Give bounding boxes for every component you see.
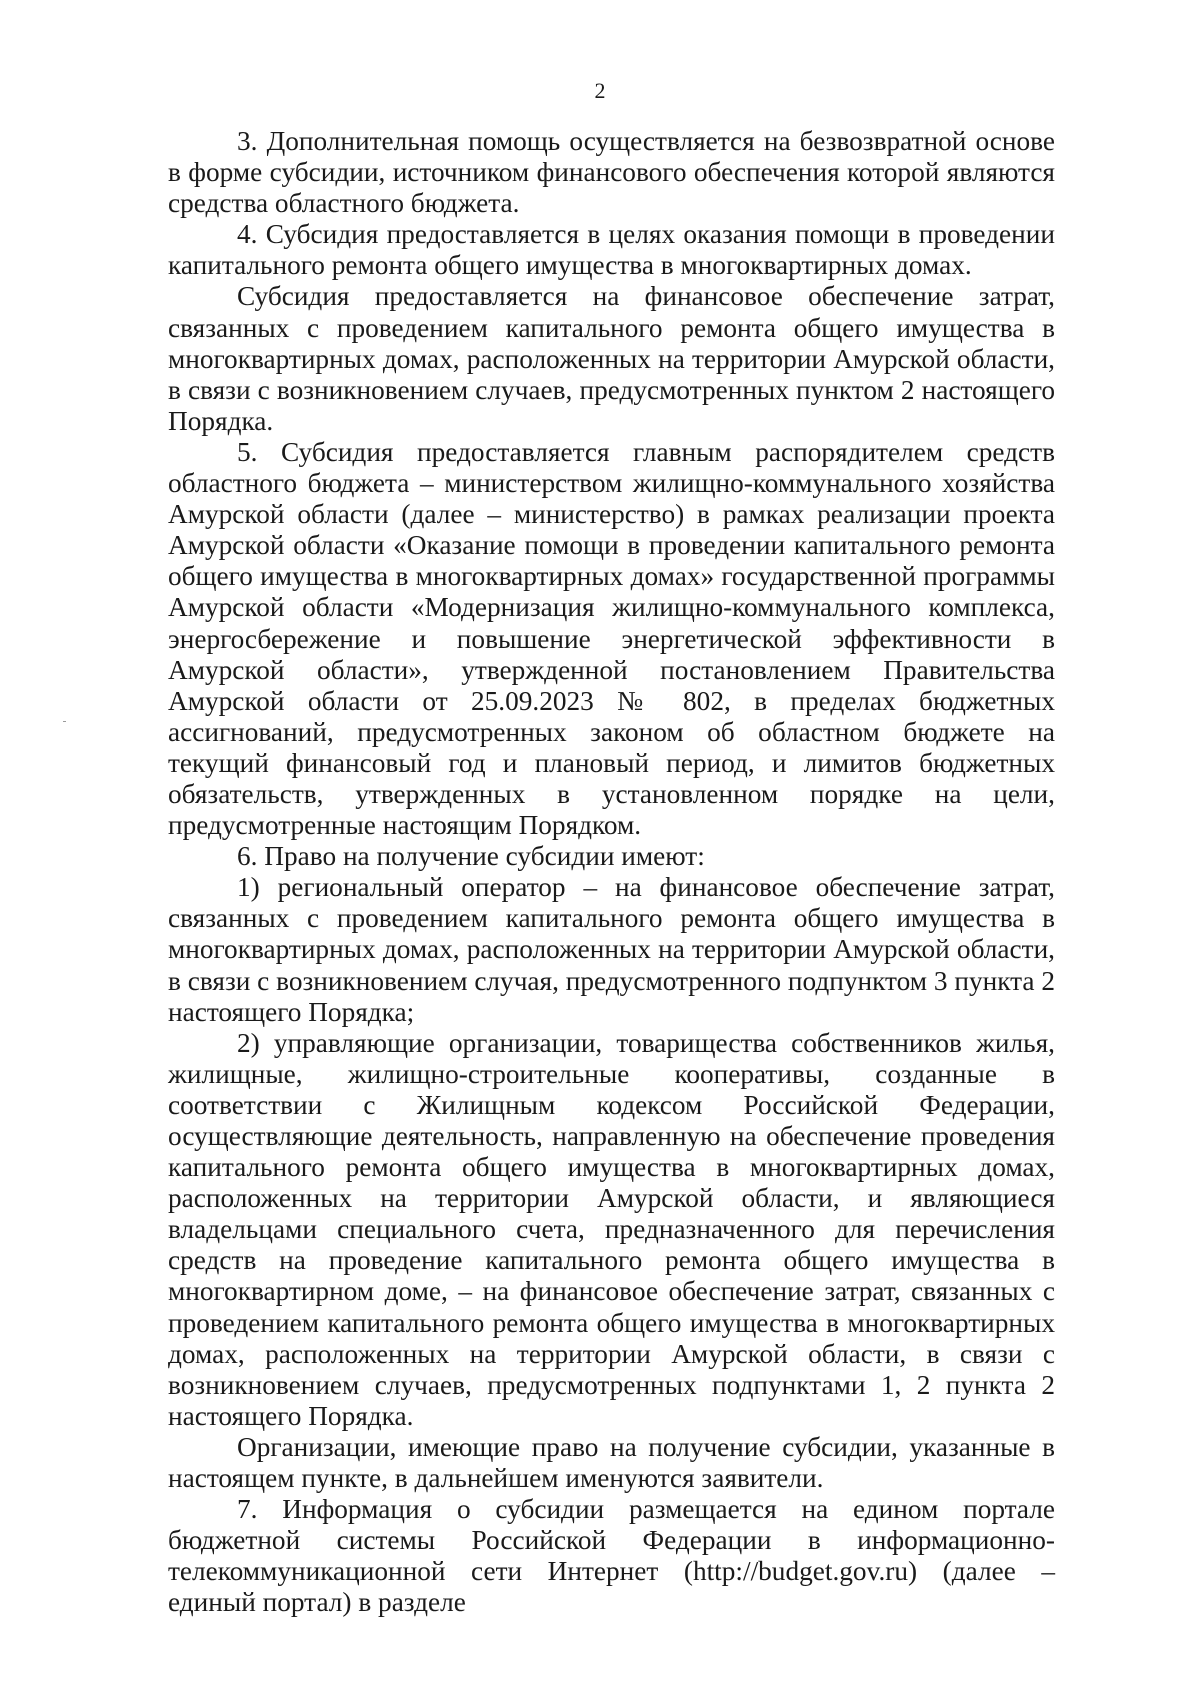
paragraph-4-subsidy-costs: Субсидия предоставляется на финансовое обеспечение затрат, связанных с проведением капитального ремонта общего имущества в многоквартирных домах, расположенных на территории Амурской области, в связи с возникновением случаев, предусмотренных пунктом 2 настоящего Порядка.	[168, 281, 1055, 436]
paragraph-5-subsidy-provider: 5. Субсидия предоставляется главным распорядителем средств областного бюджета – министерством жилищно-коммунального хозяйства Амурской области (далее – министерство) в рамках реализации проекта Амурской области «Оказание помощи в проведении капитального ремонта общего имущества в многоквартирных домах» государственной программы Амурской области «Модернизация жилищно-коммунального комплекса, энергосбережение и повышение энергетической эффективности в Амурской области», утвержденной постановлением Правительства Амурской области от 25.09.2023 № 802, в пределах бюджетных ассигнований, предусмотренных законом об областном бюджете на текущий финансовый год и плановый период, и лимитов бюджетных обязательств, утвержденных в установленном порядке на цели, предусмотренные настоящим Порядком.	[168, 436, 1055, 841]
paragraph-4-subsidy-purpose: 4. Субсидия предоставляется в целях оказания помощи в проведении капитального ремонта общего имущества в многоквартирных домах.	[168, 219, 1055, 281]
document-body	[168, 126, 1055, 1619]
scan-speck	[63, 721, 66, 722]
paragraph-7-subsidy-information: 7. Информация о субсидии размещается на едином портале бюджетной системы Российской Федерации в информационно-телекоммуникационной сети Интернет (http://budget.gov.ru) (далее – единый портал) в разделе	[168, 1494, 1055, 1618]
paragraph-6-item-2-managing-organizations: 2) управляющие организации, товарищества собственников жилья, жилищные, жилищно-строительные кооперативы, созданные в соответствии с Жилищным кодексом Российской Федерации, осуществляющие деятельность, направленную на обеспечение проведения капитального ремонта общего имущества в многоквартирных домах, расположенных на территории Амурской области, и являющиеся владельцами специального счета, предназначенного для перечисления средств на проведение капитального ремонта общего имущества в многоквартирном доме, – на финансовое обеспечение затрат, связанных с проведением капитального ремонта общего имущества в многоквартирных домах, расположенных на территории Амурской области, в связи с возникновением случаев, предусмотренных подпунктами 1, 2 пункта 2 настоящего Порядка.	[168, 1027, 1055, 1431]
paragraph-3-additional-help: 3. Дополнительная помощь осуществляется на безвозвратной основе в форме субсидии, источником финансового обеспечения которой являются средства областного бюджета.	[168, 126, 1055, 219]
page-number: 2	[594, 78, 606, 103]
paragraph-6-item-1-regional-operator: 1) региональный оператор – на финансовое обеспечение затрат, связанных с проведением капитального ремонта общего имущества в многоквартирных домах, расположенных на территории Амурской области, в связи с возникновением случая, предусмотренного подпунктом 3 пункта 2 настоящего Порядка;	[168, 872, 1055, 1027]
paragraph-6-applicants-definition: Организации, имеющие право на получение субсидии, указанные в настоящем пункте, в дальнейшем именуются заявители.	[168, 1431, 1055, 1494]
paragraph-6-eligibility: 6. Право на получение субсидии имеют:	[237, 841, 705, 872]
